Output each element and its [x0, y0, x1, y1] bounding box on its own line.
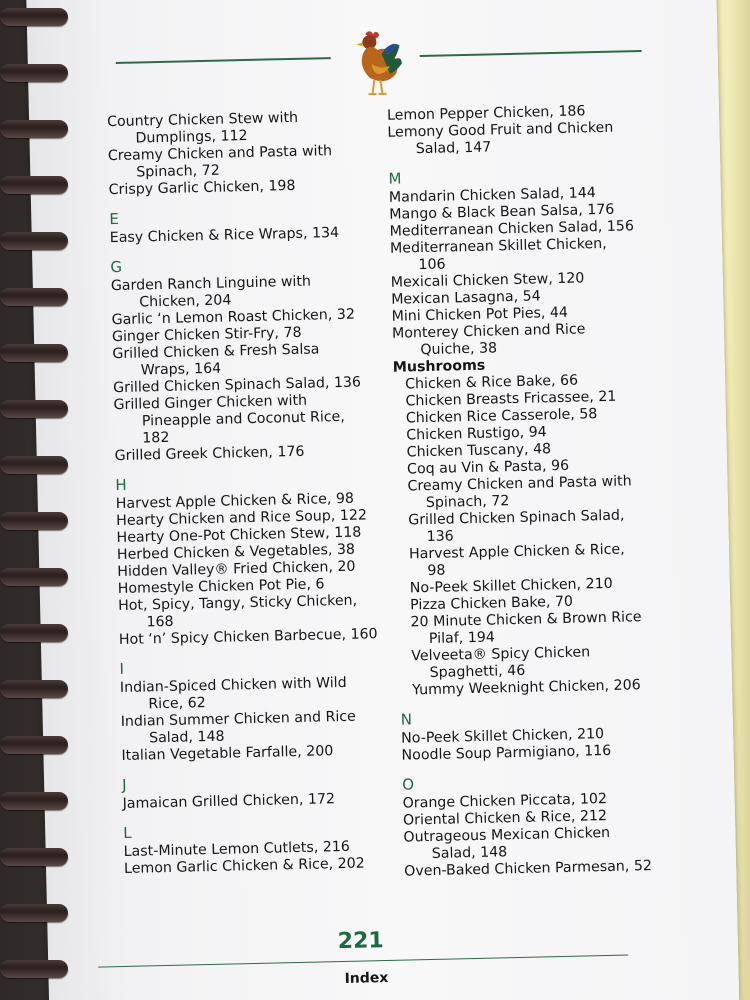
index-entry-line: Italian Vegetable Farfalle, 200 — [121, 743, 334, 764]
index-letter-heading: O — [402, 775, 415, 794]
index-entry-line: Mexican Lasagna, 54 — [391, 288, 541, 308]
index-letter-heading: M — [388, 169, 402, 188]
index-entry-line: Hidden Valley® Fried Chicken, 20 — [117, 558, 356, 581]
spiral-coil — [0, 120, 68, 138]
index-entry-line: Mexicali Chicken Stew, 120 — [390, 270, 585, 291]
index-entry-line: No-Peek Skillet Chicken, 210 — [409, 575, 613, 597]
index-entry-line: Indian Summer Chicken and Rice — [120, 708, 357, 731]
spiral-coil — [0, 960, 68, 978]
spiral-coil — [0, 288, 68, 306]
page-number: 221 — [337, 928, 384, 955]
index-entry-line: Crispy Garlic Chicken, 198 — [108, 177, 296, 199]
index-entry-line: Yummy Weeknight Chicken, 206 — [411, 677, 641, 699]
index-entry-line: Mediterranean Chicken Salad, 156 — [389, 218, 635, 240]
index-entry-line: Easy Chicken & Rice Wraps, 134 — [109, 224, 340, 247]
index-entry-line: Pineapple and Coconut Rice, — [141, 408, 346, 430]
index-entry-line: Wraps, 164 — [140, 360, 222, 379]
index-entry-line: Pizza Chicken Bake, 70 — [409, 593, 574, 614]
index-entry-line: Harvest Apple Chicken & Rice, — [408, 541, 625, 563]
index-entry-line: Lemon Pepper Chicken, 186 — [386, 103, 586, 124]
index-entry — [122, 790, 382, 813]
index-entry-line: Quiche, 38 — [420, 340, 498, 359]
index-entry-line: 106 — [418, 256, 446, 274]
index-entry-line: 168 — [146, 613, 174, 631]
index-entry-line: Grilled Ginger Chicken with — [113, 392, 308, 414]
index-entry-line: Chicken Rice Casserole, 58 — [405, 406, 598, 427]
index-letter-heading: I — [119, 659, 125, 679]
index-entry-line: Noodle Soup Parmigiano, 116 — [401, 742, 612, 764]
spiral-coil — [0, 904, 68, 922]
spiral-coil — [0, 400, 68, 418]
index-entry — [113, 391, 374, 448]
spiral-coil — [0, 344, 68, 362]
index-entry-line: Harvest Apple Chicken & Rice, 98 — [115, 490, 355, 513]
index-entry-line: Monterey Chicken and Rice — [391, 321, 586, 342]
index-entry-line: 182 — [142, 429, 170, 447]
index-entry-line: Creamy Chicken and Pasta with — [407, 473, 632, 495]
index-entry-line: Hearty One-Pot Chicken Stew, 118 — [116, 524, 362, 547]
spiral-coil — [0, 64, 68, 82]
index-entry-line: Grilled Greek Chicken, 176 — [114, 443, 305, 465]
index-entry-line: Chicken Breasts Fricassee, 21 — [405, 388, 617, 410]
spiral-coil — [0, 792, 68, 810]
index-entry-line: Chicken, 204 — [139, 292, 232, 311]
rooster-icon — [345, 27, 407, 98]
index-entry-line: Rice, 62 — [148, 695, 206, 713]
index-entry-line: Chicken Tuscany, 48 — [406, 441, 552, 461]
index-entry-line: Lemon Garlic Chicken & Rice, 202 — [123, 855, 365, 877]
index-entry-line: Spaghetti, 46 — [429, 662, 526, 681]
index-entry-line: Herbed Chicken & Vegetables, 38 — [116, 541, 356, 564]
index-entry-line: Salad, 148 — [148, 728, 225, 747]
index-letter-heading: E — [109, 209, 120, 229]
index-entry-line: Salad, 147 — [415, 139, 492, 158]
index-entry-line: Outrageous Mexican Chicken — [403, 824, 611, 846]
index-entry-line: Dumplings, 112 — [135, 127, 248, 147]
spiral-coil — [0, 680, 68, 698]
index-entry-line: Grilled Chicken Spinach Salad, — [408, 507, 625, 529]
index-entry-line: Ginger Chicken Stir-Fry, 78 — [111, 324, 302, 346]
index-entry-line: Velveeta® Spicy Chicken — [411, 644, 591, 665]
spiral-coil — [0, 736, 68, 754]
index-entry-line: 20 Minute Chicken & Brown Rice — [410, 609, 642, 631]
index-entry-line: Chicken & Rice Bake, 66 — [404, 372, 579, 393]
index-entry-line: Mandarin Chicken Salad, 144 — [388, 185, 596, 206]
index-entry-line: Homestyle Chicken Pot Pie, 6 — [117, 576, 325, 598]
index-entry-line: Spinach, 72 — [425, 493, 510, 512]
footer-rule — [98, 955, 628, 968]
index-entry — [110, 224, 370, 247]
index-entry-line: Jamaican Grilled Chicken, 172 — [122, 791, 336, 812]
index-entry-line: 98 — [427, 562, 446, 580]
index-letter-heading: H — [115, 475, 127, 495]
index-entry-line: Orange Chicken Piccata, 102 — [402, 790, 608, 812]
index-entry-line: Garlic ‘n Lemon Roast Chicken, 32 — [111, 306, 356, 329]
index-column-left — [107, 108, 384, 878]
index-entry-line: Mango & Black Bean Salsa, 176 — [389, 201, 615, 223]
index-entry-line: Country Chicken Stew with — [106, 109, 299, 131]
index-entry-line: Grilled Chicken & Fresh Salsa — [112, 341, 320, 363]
spiral-coil — [0, 232, 68, 250]
index-letter-heading: L — [123, 823, 132, 842]
spiral-coil — [0, 624, 68, 642]
spiral-coil — [0, 456, 68, 474]
index-entry — [387, 118, 678, 159]
spiral-coil — [0, 568, 68, 586]
index-entry-line: Spinach, 72 — [136, 162, 220, 181]
index-subheading: Mushrooms — [392, 357, 486, 376]
index-letter-heading: N — [400, 710, 413, 729]
index-entry-line: Hearty Chicken and Rice Soup, 122 — [116, 507, 368, 530]
index-entry-line: Pilaf, 194 — [428, 629, 496, 647]
footer-label: Index — [344, 970, 389, 987]
index-entry-line: Mini Chicken Pot Pies, 44 — [391, 304, 569, 325]
index-entry-line: Last-Minute Lemon Cutlets, 216 — [123, 838, 351, 860]
index-entry-line: Grilled Chicken Spinach Salad, 136 — [112, 374, 362, 397]
index-entry-line: Oven-Baked Chicken Parmesan, 52 — [404, 857, 653, 880]
index-entry-line: Coq au Vin & Pasta, 96 — [406, 457, 570, 478]
index-column-right — [387, 101, 694, 880]
index-entry-line: Creamy Chicken and Pasta with — [107, 143, 333, 165]
cookbook-page — [26, 0, 740, 1000]
index-entry-line: Garden Ranch Linguine with — [110, 273, 312, 295]
index-entry-line: Hot, Spicy, Tangy, Sticky Chicken, — [117, 592, 358, 615]
header-rule-left — [116, 57, 331, 64]
spiral-coil — [0, 8, 68, 26]
index-entry-line: Indian-Spiced Chicken with Wild — [119, 674, 347, 697]
index-entry-line: Oriental Chicken & Rice, 212 — [402, 807, 608, 829]
index-entry-line: Salad, 148 — [431, 844, 508, 862]
index-letter-heading: G — [110, 257, 123, 277]
spiral-binding — [0, 0, 75, 1000]
spiral-coil — [0, 848, 68, 866]
spiral-coil — [0, 512, 68, 530]
spiral-coil — [0, 176, 68, 194]
header-rule-right — [420, 50, 642, 57]
index-entry-line: Hot ‘n’ Spicy Chicken Barbecue, 160 — [118, 626, 378, 649]
index-letter-heading: J — [121, 775, 127, 794]
index-entry-line: 136 — [426, 528, 454, 546]
index-entry-line: No-Peek Skillet Chicken, 210 — [401, 726, 605, 747]
index-entry-line: Mediterranean Skillet Chicken, — [389, 235, 607, 257]
index-entry-line: Chicken Rustigo, 94 — [406, 424, 547, 444]
index-entry-line: Lemony Good Fruit and Chicken — [387, 119, 614, 141]
